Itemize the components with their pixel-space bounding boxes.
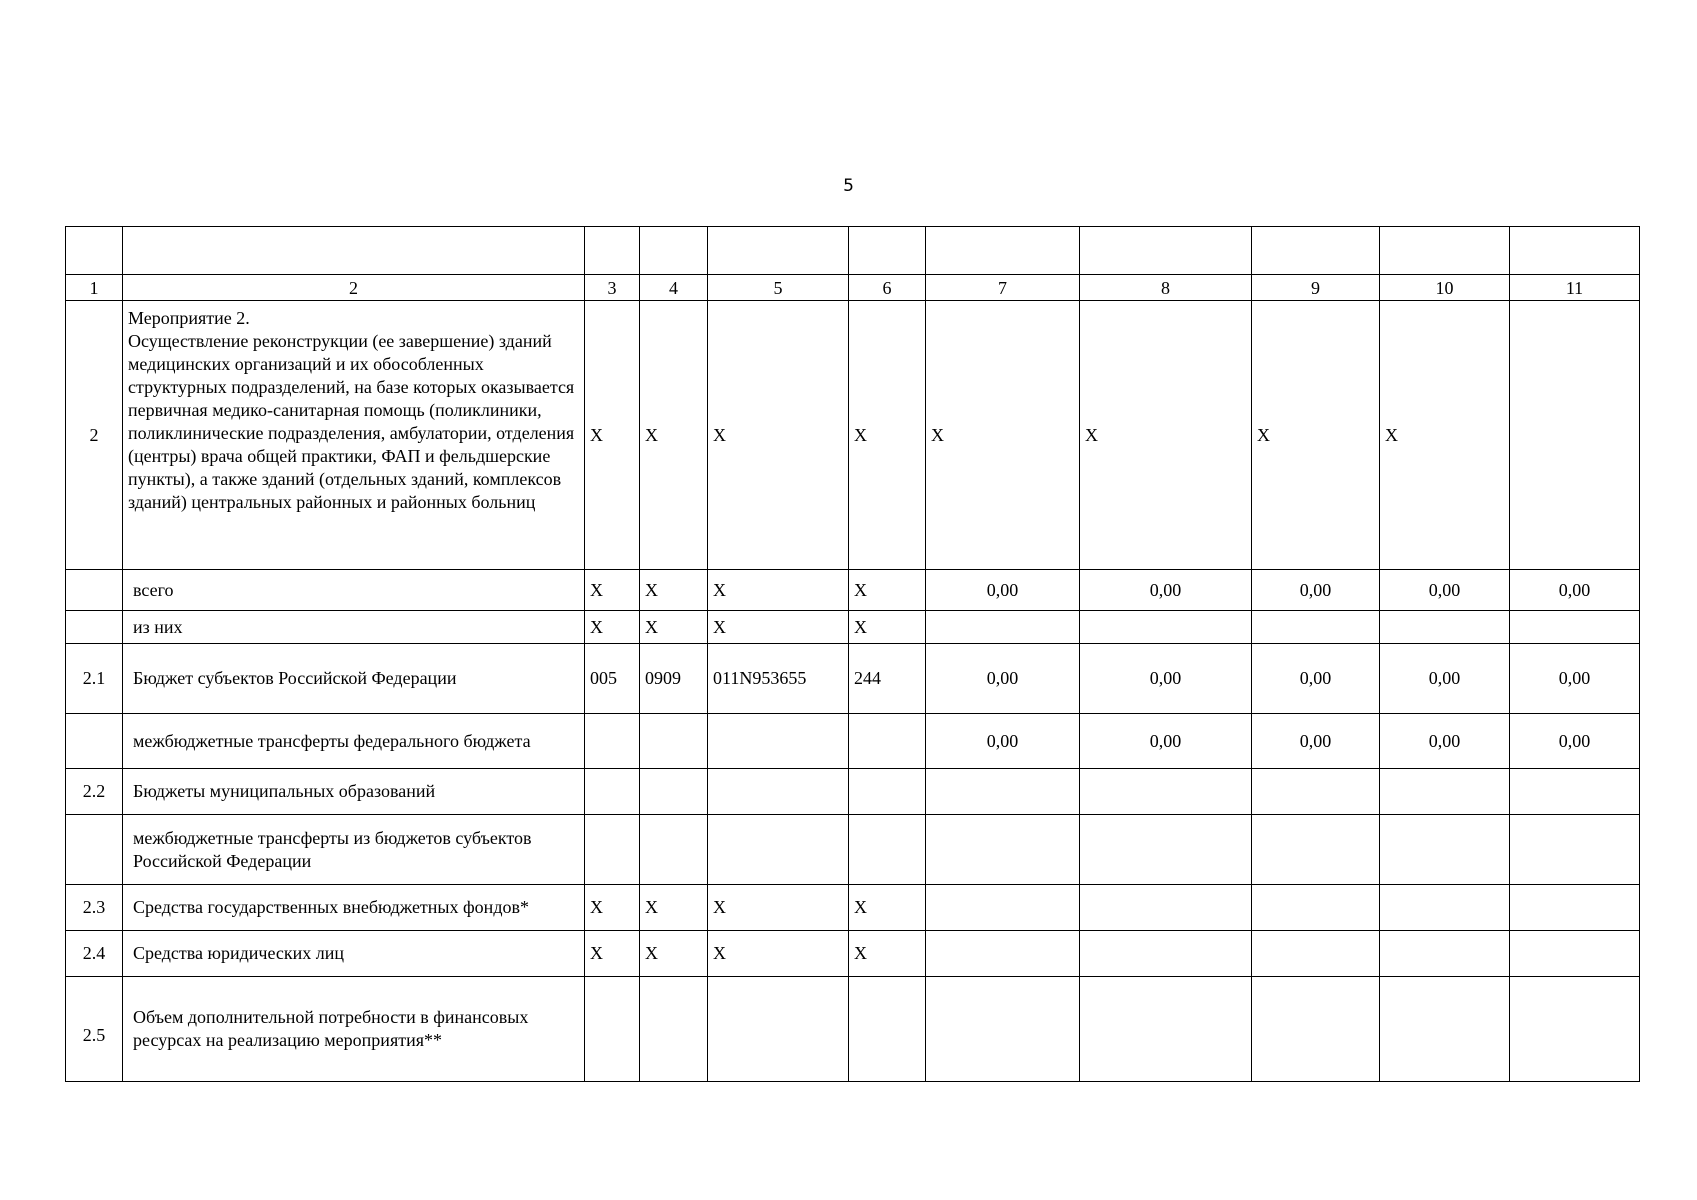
- cell: [1510, 301, 1640, 570]
- cell: [585, 714, 640, 769]
- cell: [585, 815, 640, 885]
- page-number: 5: [843, 176, 854, 196]
- row-id: 2.5: [66, 977, 123, 1082]
- cell: X: [708, 885, 849, 931]
- cell: [640, 714, 708, 769]
- cell: X: [1252, 301, 1380, 570]
- header-cell: [1380, 227, 1510, 275]
- cell: [1252, 977, 1380, 1082]
- column-number: 9: [1252, 275, 1380, 301]
- header-cell: [66, 227, 123, 275]
- cell: [708, 714, 849, 769]
- cell: [926, 611, 1080, 644]
- cell: X: [1080, 301, 1252, 570]
- row-name: всего: [123, 570, 585, 611]
- cell: X: [1380, 301, 1510, 570]
- cell: 0,00: [926, 644, 1080, 714]
- cell: [1510, 815, 1640, 885]
- cell: [1252, 931, 1380, 977]
- cell: [1252, 885, 1380, 931]
- row-name: межбюджетные трансферты федерального бюджета: [123, 714, 585, 769]
- row-id: [66, 714, 123, 769]
- cell: [1380, 977, 1510, 1082]
- cell: [1510, 885, 1640, 931]
- column-number: 10: [1380, 275, 1510, 301]
- row-name: Объем дополнительной потребности в финансовых ресурсах на реализацию мероприятия**: [123, 977, 585, 1082]
- cell: X: [585, 301, 640, 570]
- cell: [926, 885, 1080, 931]
- cell: X: [640, 611, 708, 644]
- table-row: [66, 714, 1640, 769]
- row-id: [66, 815, 123, 885]
- cell: X: [585, 885, 640, 931]
- cell: [640, 977, 708, 1082]
- row-id: 2.4: [66, 931, 123, 977]
- cell: [849, 714, 926, 769]
- table-row: [66, 769, 1640, 815]
- cell: 0909: [640, 644, 708, 714]
- column-number: 1: [66, 275, 123, 301]
- cell: [708, 769, 849, 815]
- header-cell: [585, 227, 640, 275]
- cell: 0,00: [926, 714, 1080, 769]
- cell: [1080, 931, 1252, 977]
- column-number: 4: [640, 275, 708, 301]
- cell: X: [849, 611, 926, 644]
- header-cell: [708, 227, 849, 275]
- row-id: [66, 611, 123, 644]
- cell: [926, 815, 1080, 885]
- header-cell: [926, 227, 1080, 275]
- cell: X: [640, 570, 708, 611]
- column-number: 8: [1080, 275, 1252, 301]
- cell: X: [585, 931, 640, 977]
- table-header-blank-row: [66, 227, 1640, 275]
- cell: X: [708, 611, 849, 644]
- cell: [1252, 611, 1380, 644]
- cell: 011N953655: [708, 644, 849, 714]
- column-number-row: [66, 275, 1640, 301]
- row-id: 2.2: [66, 769, 123, 815]
- header-cell: [1252, 227, 1380, 275]
- cell: 0,00: [1380, 644, 1510, 714]
- cell: [1080, 815, 1252, 885]
- table-row: [66, 301, 1640, 570]
- cell: 0,00: [1510, 644, 1640, 714]
- cell: X: [640, 931, 708, 977]
- cell: [1080, 885, 1252, 931]
- cell: [1080, 611, 1252, 644]
- cell: [585, 769, 640, 815]
- cell: [1510, 977, 1640, 1082]
- table-row: [66, 611, 1640, 644]
- column-number: 3: [585, 275, 640, 301]
- cell: X: [640, 885, 708, 931]
- cell: 244: [849, 644, 926, 714]
- cell: X: [585, 570, 640, 611]
- cell: [1080, 977, 1252, 1082]
- header-cell: [640, 227, 708, 275]
- header-cell: [123, 227, 585, 275]
- row-id: 2: [66, 301, 123, 570]
- cell: [849, 977, 926, 1082]
- column-number: 7: [926, 275, 1080, 301]
- cell: [1080, 769, 1252, 815]
- row-id: 2.1: [66, 644, 123, 714]
- cell: X: [849, 570, 926, 611]
- cell: X: [926, 301, 1080, 570]
- header-cell: [1080, 227, 1252, 275]
- cell: [1252, 815, 1380, 885]
- cell: X: [708, 570, 849, 611]
- table-row: [66, 815, 1640, 885]
- cell: 0,00: [1252, 714, 1380, 769]
- cell: [1510, 931, 1640, 977]
- cell: 005: [585, 644, 640, 714]
- cell: [1380, 885, 1510, 931]
- cell: [708, 815, 849, 885]
- header-cell: [849, 227, 926, 275]
- cell: 0,00: [1510, 714, 1640, 769]
- cell: 0,00: [1252, 570, 1380, 611]
- cell: [926, 769, 1080, 815]
- budget-table: [65, 226, 1640, 1082]
- row-id: [66, 570, 123, 611]
- cell: [640, 815, 708, 885]
- cell: [926, 977, 1080, 1082]
- cell: 0,00: [1252, 644, 1380, 714]
- row-id: 2.3: [66, 885, 123, 931]
- cell: X: [849, 301, 926, 570]
- row-name: межбюджетные трансферты из бюджетов субъектов Российской Федерации: [123, 815, 585, 885]
- cell: [708, 977, 849, 1082]
- cell: [1380, 815, 1510, 885]
- cell: [849, 815, 926, 885]
- cell: [926, 931, 1080, 977]
- cell: X: [708, 931, 849, 977]
- row-name: Средства государственных внебюджетных фондов*: [123, 885, 585, 931]
- column-number: 5: [708, 275, 849, 301]
- header-cell: [1510, 227, 1640, 275]
- column-number: 6: [849, 275, 926, 301]
- cell: [1510, 611, 1640, 644]
- cell: 0,00: [1080, 570, 1252, 611]
- cell: X: [585, 611, 640, 644]
- row-name: Мероприятие 2. Осуществление реконструкции (ее завершение) зданий медицинских организаций и их обособленных структурных подразделений, на базе которых оказывается первичная медико-санитарная помощь (поликлиники, поликлинические подразделения, амбулатории, отделения (центры) врача общей практики, ФАП и фельдшерские пункты), а также зданий (отдельных зданий, комплексов зданий) центральных районных и районных больниц: [123, 301, 585, 570]
- cell: X: [849, 885, 926, 931]
- cell: [1380, 611, 1510, 644]
- table-row: [66, 885, 1640, 931]
- cell: [1380, 769, 1510, 815]
- row-name: из них: [123, 611, 585, 644]
- cell: 0,00: [1510, 570, 1640, 611]
- column-number: 11: [1510, 275, 1640, 301]
- cell: 0,00: [926, 570, 1080, 611]
- cell: 0,00: [1380, 714, 1510, 769]
- cell: X: [640, 301, 708, 570]
- table-row: [66, 931, 1640, 977]
- cell: [585, 977, 640, 1082]
- table-row: [66, 644, 1640, 714]
- cell: [849, 769, 926, 815]
- cell: [640, 769, 708, 815]
- cell: [1510, 769, 1640, 815]
- cell: 0,00: [1080, 714, 1252, 769]
- cell: X: [849, 931, 926, 977]
- column-number: 2: [123, 275, 585, 301]
- cell: X: [708, 301, 849, 570]
- row-name: Бюджет субъектов Российской Федерации: [123, 644, 585, 714]
- row-name: Бюджеты муниципальных образований: [123, 769, 585, 815]
- cell: [1252, 769, 1380, 815]
- table-row: [66, 977, 1640, 1082]
- cell: [1380, 931, 1510, 977]
- table-row: [66, 570, 1640, 611]
- cell: 0,00: [1380, 570, 1510, 611]
- cell: 0,00: [1080, 644, 1252, 714]
- row-name: Средства юридических лиц: [123, 931, 585, 977]
